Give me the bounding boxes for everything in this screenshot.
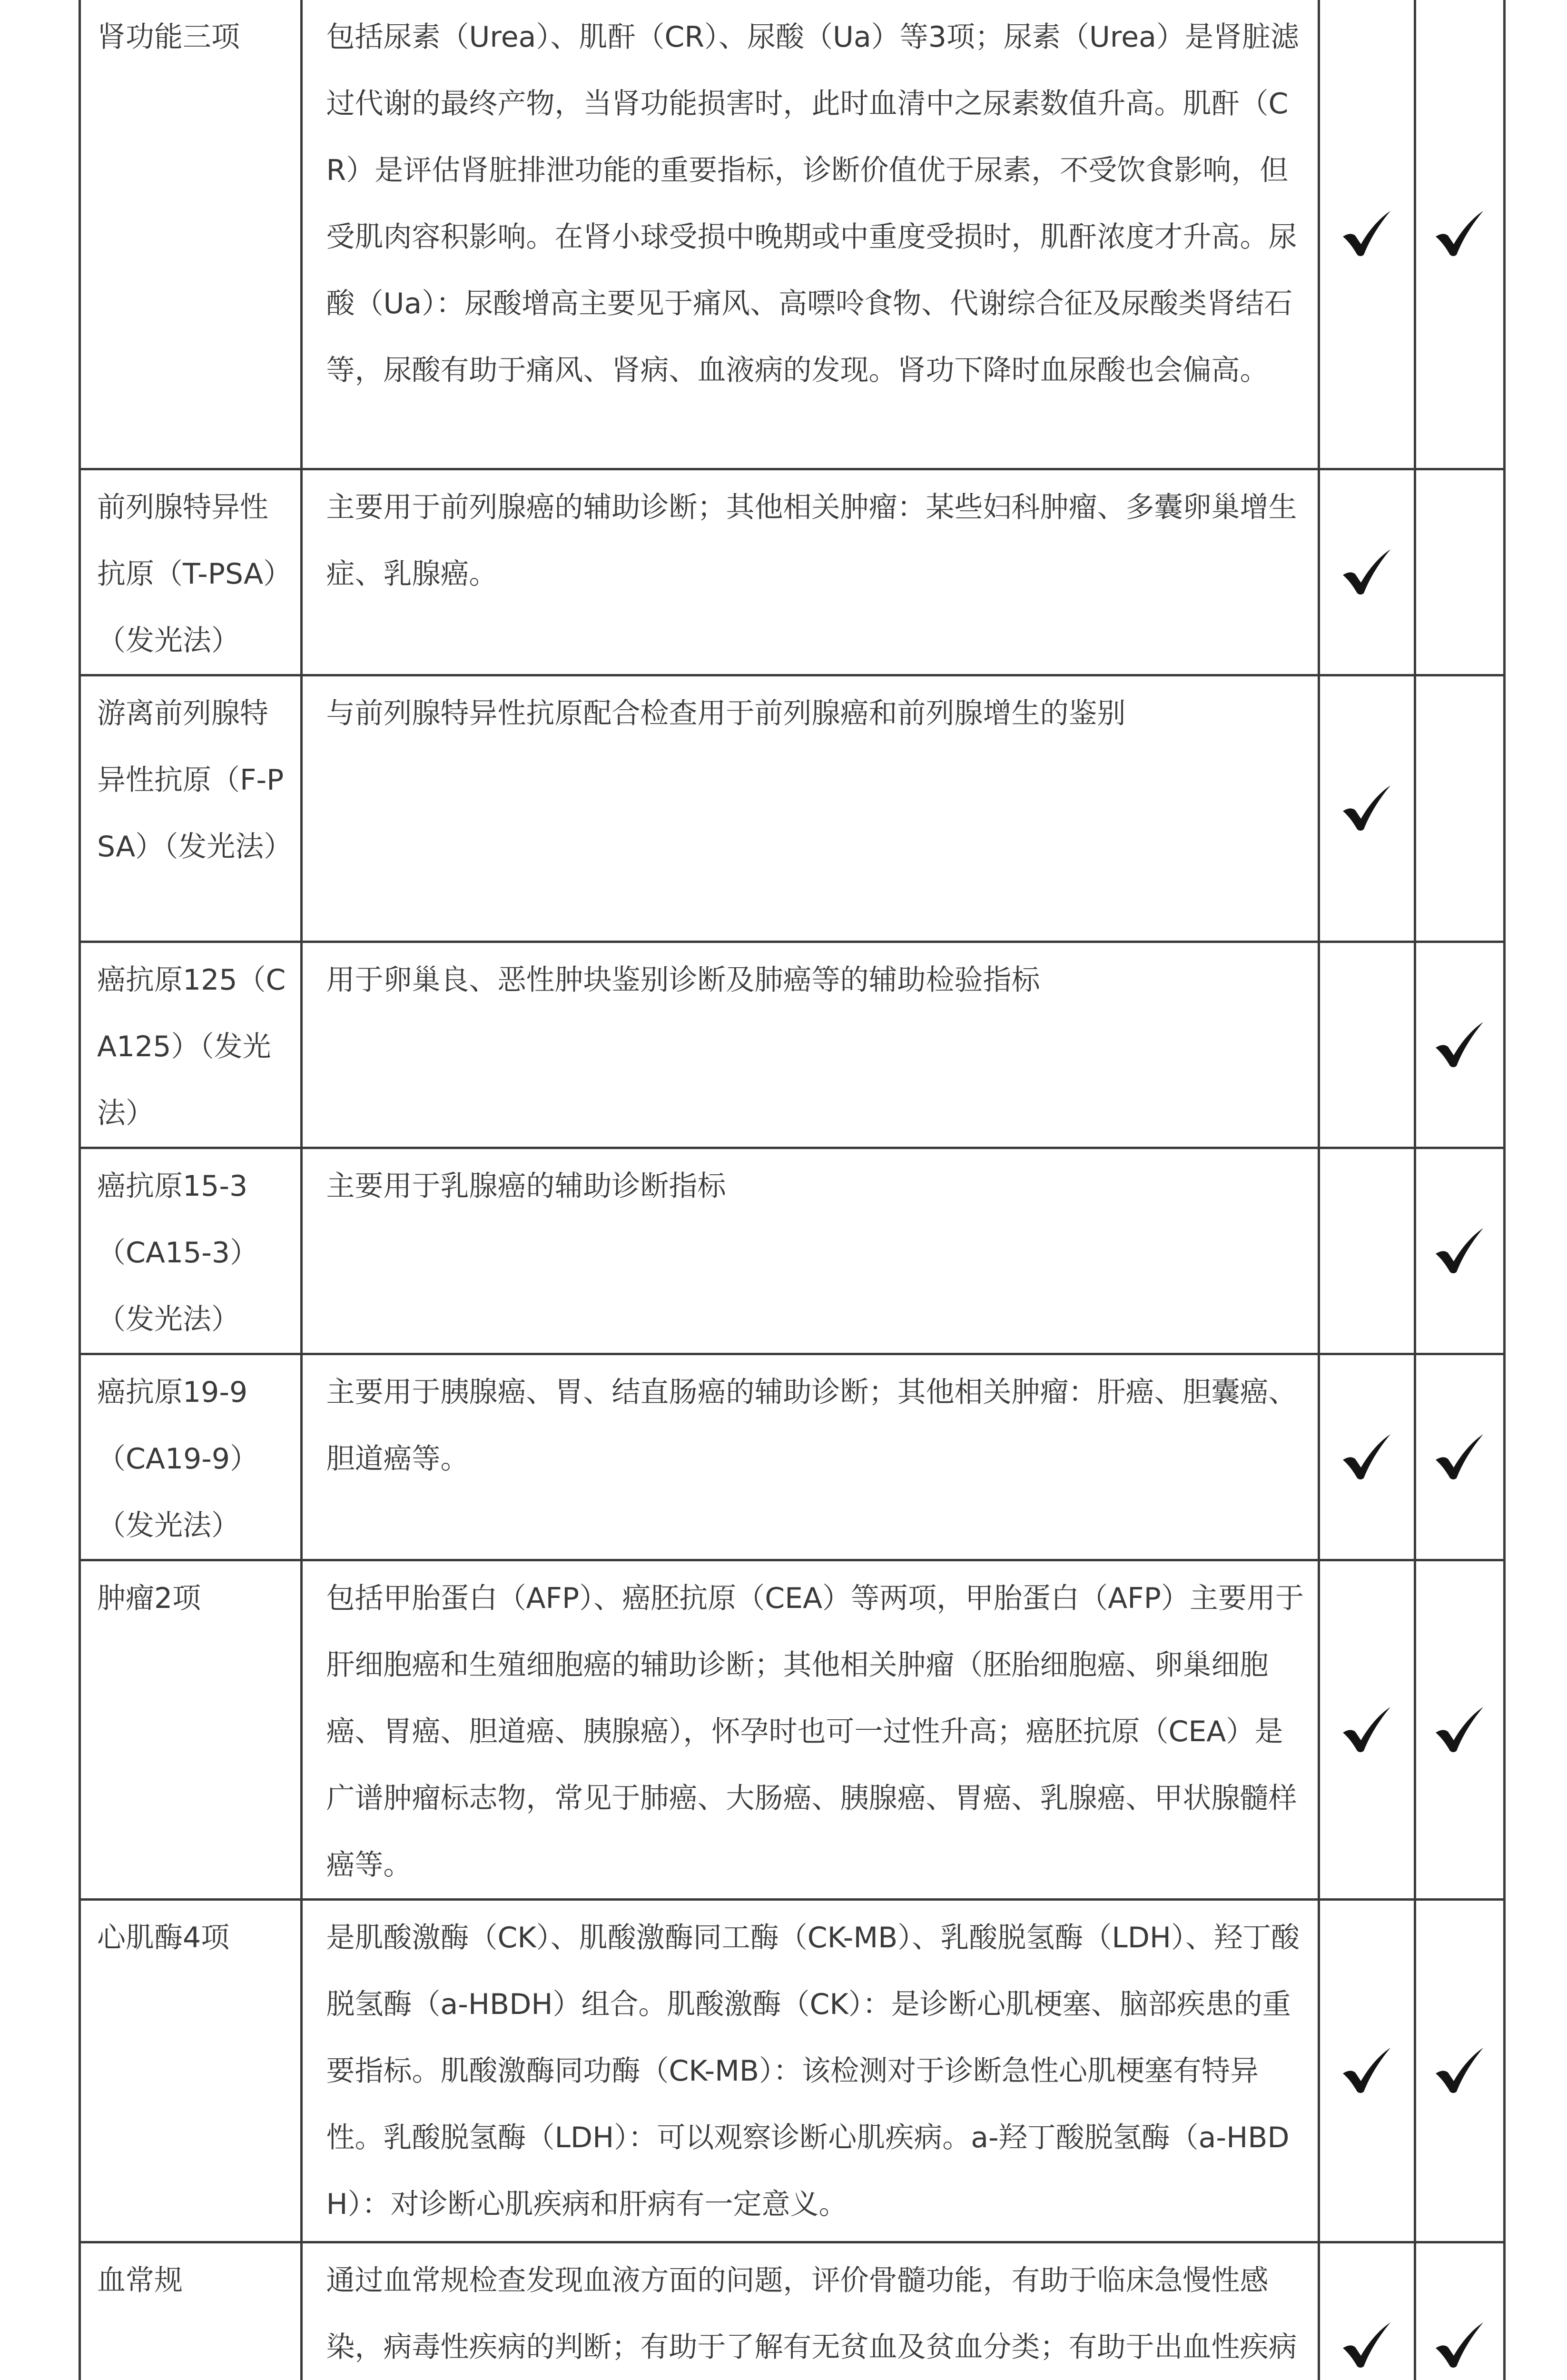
item-name: 癌抗原19-9（CA19-9）（发光法） xyxy=(81,1354,301,1560)
item-name: 前列腺特异性抗原（T-PSA）（发光法） xyxy=(81,469,301,675)
checkmark-icon xyxy=(1434,1021,1485,1069)
table-row xyxy=(81,1148,1503,1354)
package-b-cell xyxy=(1415,2242,1503,2380)
package-a-cell xyxy=(1319,1148,1415,1354)
table-row xyxy=(81,1354,1503,1560)
checkmark-icon xyxy=(1341,2321,1392,2369)
package-b-cell xyxy=(1415,675,1503,942)
checkmark-icon xyxy=(1341,1433,1392,1481)
package-b-cell xyxy=(1415,1148,1503,1354)
checkmark-icon xyxy=(1434,210,1485,258)
checkmark-icon xyxy=(1341,210,1392,258)
package-b-cell xyxy=(1415,1560,1503,1899)
item-name: 癌抗原15-3（CA15-3）（发光法） xyxy=(81,1148,301,1354)
item-description: 主要用于乳腺癌的辅助诊断指标 xyxy=(301,1148,1319,1354)
package-comparison-table xyxy=(79,0,1506,2380)
checkmark-icon xyxy=(1341,1706,1392,1754)
item-name: 游离前列腺特异性抗原（F-PSA）（发光法） xyxy=(81,675,301,942)
package-a-cell xyxy=(1319,942,1415,1148)
checkmark-icon xyxy=(1341,548,1392,596)
item-description: 用于卵巢良、恶性肿块鉴别诊断及肺癌等的辅助检验指标 xyxy=(301,942,1319,1148)
package-a-cell xyxy=(1319,1560,1415,1899)
item-name: 心肌酶4项 xyxy=(81,1899,301,2242)
checkmark-icon xyxy=(1434,1433,1485,1481)
item-description: 主要用于胰腺癌、胃、结直肠癌的辅助诊断；其他相关肿瘤：肝癌、胆囊癌、胆道癌等。 xyxy=(301,1354,1319,1560)
package-b-cell xyxy=(1415,469,1503,675)
item-description: 包括尿素（Urea）、肌酐（CR）、尿酸（Ua）等3项；尿素（Urea）是肾脏滤过代谢的最终产物，当肾功能损害时，此时血清中之尿素数值升高。肌酐（CR）是评估肾脏排泄功能的重要指标，诊断价值优于尿素，不受饮食影响，但受肌肉容积影响。在肾小球受损中晚期或中重度受损时，肌酐浓度才升高。尿酸（Ua）：尿酸增高主要见于痛风、高嘌呤食物、代谢综合征及尿酸类肾结石等，尿酸有助于痛风、肾病、血液病的发现。肾功下降时血尿酸也会偏高。 xyxy=(301,0,1319,469)
checkmark-icon xyxy=(1434,2321,1485,2369)
checkmark-icon xyxy=(1434,1227,1485,1275)
package-a-cell xyxy=(1319,1354,1415,1560)
package-a-cell xyxy=(1319,0,1415,469)
checkmark-icon xyxy=(1434,2047,1485,2094)
table-row xyxy=(81,2242,1503,2380)
items-table xyxy=(81,0,1503,2380)
package-b-cell xyxy=(1415,942,1503,1148)
package-a-cell xyxy=(1319,2242,1415,2380)
checkmark-icon xyxy=(1341,2047,1392,2094)
package-b-cell xyxy=(1415,0,1503,469)
table-row xyxy=(81,1560,1503,1899)
table-row xyxy=(81,942,1503,1148)
package-a-cell xyxy=(1319,675,1415,942)
table-row xyxy=(81,675,1503,942)
item-name: 肾功能三项 xyxy=(81,0,301,469)
checkmark-icon xyxy=(1434,1706,1485,1754)
item-description: 与前列腺特异性抗原配合检查用于前列腺癌和前列腺增生的鉴别 xyxy=(301,675,1319,942)
item-description: 是肌酸激酶（CK）、肌酸激酶同工酶（CK-MB）、乳酸脱氢酶（LDH）、羟丁酸脱氢酶（a-HBDH）组合。肌酸激酶（CK）：是诊断心肌梗塞、脑部疾患的重要指标。肌酸激酶同功酶（CK-MB）：该检测对于诊断急性心肌梗塞有特异性。乳酸脱氢酶（LDH）：可以观察诊断心肌疾病。a-羟丁酸脱氢酶（a-HBDH）：对诊断心肌疾病和肝病有一定意义。 xyxy=(301,1899,1319,2242)
item-description: 通过血常规检查发现血液方面的问题，评价骨髓功能，有助于临床急慢性感染，病毒性疾病的判断；有助于了解有无贫血及贫血分类；有助于出血性疾病 xyxy=(301,2242,1319,2380)
item-name: 癌抗原125（CA125）（发光法） xyxy=(81,942,301,1148)
package-b-cell xyxy=(1415,1354,1503,1560)
table-row xyxy=(81,0,1503,469)
package-a-cell xyxy=(1319,1899,1415,2242)
item-description: 包括甲胎蛋白（AFP）、癌胚抗原（CEA）等两项，甲胎蛋白（AFP）主要用于肝细胞癌和生殖细胞癌的辅助诊断；其他相关肿瘤（胚胎细胞癌、卵巢细胞癌、胃癌、胆道癌、胰腺癌），怀孕时也可一过性升高；癌胚抗原（CEA）是广谱肿瘤标志物，常见于肺癌、大肠癌、胰腺癌、胃癌、乳腺癌、甲状腺髓样癌等。 xyxy=(301,1560,1319,1899)
table-row xyxy=(81,469,1503,675)
item-name: 血常规 xyxy=(81,2242,301,2380)
item-description: 主要用于前列腺癌的辅助诊断；其他相关肿瘤：某些妇科肿瘤、多囊卵巢增生症、乳腺癌。 xyxy=(301,469,1319,675)
package-a-cell xyxy=(1319,469,1415,675)
table-row xyxy=(81,1899,1503,2242)
checkmark-icon xyxy=(1341,784,1392,832)
package-b-cell xyxy=(1415,1899,1503,2242)
item-name: 肿瘤2项 xyxy=(81,1560,301,1899)
